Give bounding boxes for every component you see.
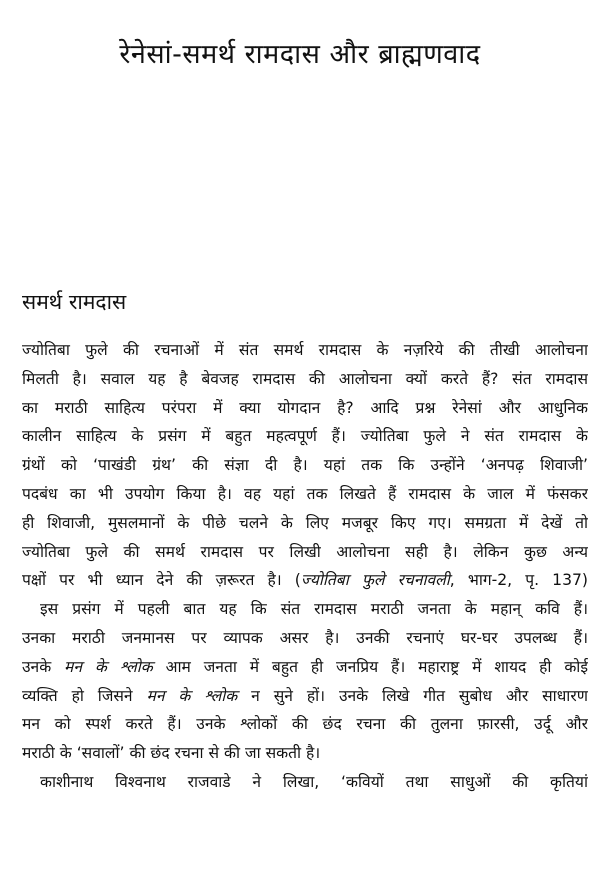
- text-line: ही शिवाजी, मुसलमानों के पीछे चलने के लिए मजबूर किए गए। समग्रता में देखें तो: [22, 513, 588, 532]
- page-title: रेनेसां-समर्थ रामदास और ब्राह्मणवाद: [119, 39, 481, 70]
- text-line: मिलती है। सवाल यह है बेवजह रामदास की आलोचना क्यों करते हैं? संत रामदास: [22, 369, 588, 388]
- section-heading: समर्थ रामदास: [22, 290, 127, 314]
- text-line: कालीन साहित्य के प्रसंग में बहुत महत्वपूर्ण हैं। ज्योतिबा फुले ने संत रामदास के: [22, 427, 588, 446]
- text-segment: पक्षों पर भी ध्यान देने की ज़रूरत है। (: [22, 571, 301, 590]
- text-line: [22, 653, 588, 682]
- text-segment: आम जनता में बहुत ही जनप्रिय हैं। महाराष्ट्र में शायद ही कोई: [152, 657, 588, 676]
- text-line: ग्रंथों को ‘पाखंडी ग्रंथ’ की संज्ञा दी है। यहां तक कि उन्होंने ‘अनपढ़ शिवाजी’: [22, 456, 588, 475]
- text-line: [22, 682, 588, 711]
- text-segment: व्यक्ति हो जिसने: [22, 686, 147, 705]
- text-segment: न सुने हों। उनके लिखे गीत सुबोध और साधारण: [237, 686, 588, 705]
- text-line: पदबंध का भी उपयोग किया है। वह यहां तक लिखते हैं रामदास के जाल में फंसकर: [22, 484, 588, 503]
- text-line: ज्योतिबा फुले की रचनाओं में संत समर्थ रामदास के नज़रिये की तीखी आलोचना: [22, 341, 588, 359]
- body-text: [22, 336, 588, 797]
- text-segment: , भाग-2, पृ. 137): [449, 571, 588, 590]
- paragraph-start-line: काशीनाथ विश्वनाथ राजवाडे ने लिखा, ‘कवियों तथा साधुओं की कृतियां: [40, 772, 588, 791]
- book-title-citation: ज्योतिबा फुले रचनावली: [300, 571, 450, 590]
- text-line: का मराठी साहित्य परंपरा में क्या योगदान है? आदि प्रश्न रेनेसां और आधुनिक: [22, 398, 588, 417]
- paragraph-start-line: इस प्रसंग में पहली बात यह कि संत रामदास मराठी जनता के महान् कवि हैं।: [40, 600, 588, 619]
- text-line: उनका मराठी जनमानस पर व्यापक असर है। उनकी रचनाएं घर-घर उपलब्ध हैं।: [22, 628, 588, 647]
- work-title-italic: मन के श्लोक: [64, 657, 153, 676]
- text-segment: उनके: [22, 657, 65, 676]
- work-title-italic: मन के श्लोक: [146, 686, 238, 705]
- text-line: मन को स्पर्श करते हैं। उनके श्लोकों की छंद रचना की तुलना फ़ारसी, उर्दू और: [22, 715, 588, 734]
- text-line-citation: [22, 566, 588, 595]
- text-line: ज्योतिबा फुले की समर्थ रामदास पर लिखी आलोचना सही है। लेकिन कुछ अन्य: [22, 542, 588, 561]
- text-line: मराठी के ‘सवालों’ की छंद रचना से की जा सकती है।: [22, 744, 321, 763]
